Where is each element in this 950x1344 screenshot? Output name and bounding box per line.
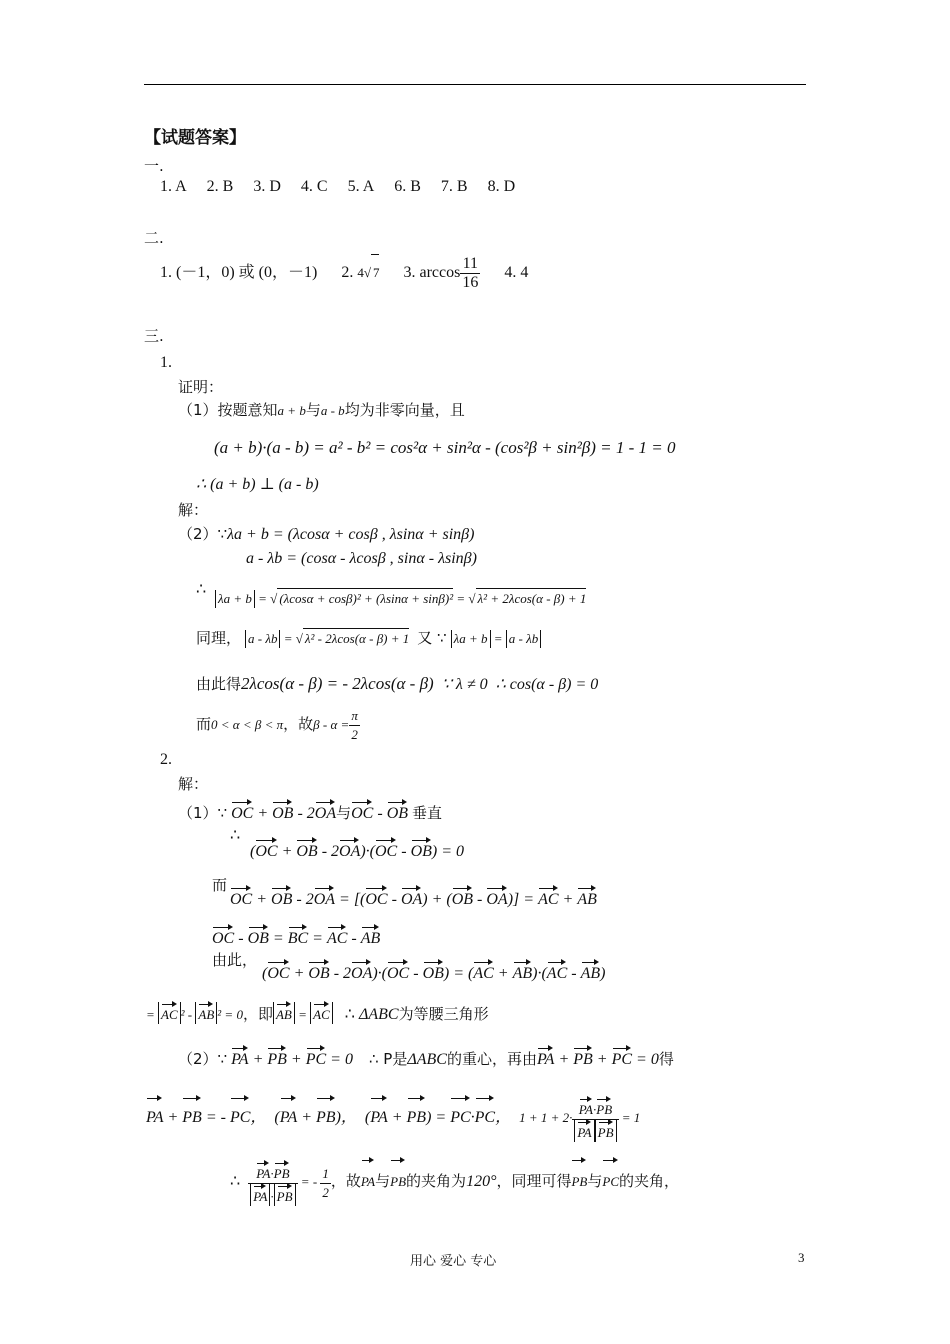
q2-part2-line3: ∴ $\frac{PA\cdot PB}{PA \cdot PB}$ = - $\frac{1}{2}$ ，故PA与PB的夹角为120°，同理可得PB与PC的夹角， [230,1158,679,1206]
fill-answer-2-prefix: 2. [341,264,354,281]
q2-solve-label: 解： [178,775,209,793]
answer-1: 1. A [160,178,187,195]
answer-7: 7. B [440,178,468,195]
fill-answer-3-fraction: $\frac{11}{16}$ [462,254,479,291]
answer-3: 3. D [253,178,281,195]
part1-answers [160,177,515,197]
section-title: 【试题答案】 [144,128,246,148]
answer-5: 5. A [347,178,375,195]
fill-answer-2-radicand: 7 [371,254,380,291]
q2-part2-line1: （2）∵ PA + PB + PC = 0 ∴ P是ΔABC的重心，再由PA + PB + PC = 0得 [178,1046,674,1070]
q2-therefore-1: ∴ [230,827,241,844]
q2-dot-eq: (OC + OB - 2OA)·(OC - OB) = 0 [250,838,464,862]
q1-derive: 由此得2λcos(α - β) = - 2λcos(α - β) ∵ λ ≠ 0 ∴ cos(α - β) = 0 [196,674,599,693]
q2-part1-line1: （1）∵ OC + OB - 2OA与OC - OB 垂直 [178,800,442,824]
q1-similarly: 同理， a - λb = √ λ² - 2λcos(α - β) + 1 又 ∵ λa + b = a - λb [196,628,541,649]
fill-answer-2-coef: 4 [357,265,364,280]
q1-part2-line1: （2）∵λa + b = (λcosα + cosβ , λsinα + sinβ) [178,525,475,543]
q1-therefore: ∴ [196,581,207,598]
q2-label: 2. [160,751,172,768]
q2-product-eq: (OC + OB - 2OA)·(OC - OB) = (AC + AB)·(AC - AB) [262,960,605,984]
q2-diff-eq: OC - OB = BC = AC - AB [212,925,380,949]
answer-2: 2. B [206,178,234,195]
q1-conclusion-1: ∴ (a + b) ⊥ (a - b) [196,476,319,493]
part3-label: 三. [144,327,164,345]
q1-final: 而0 < α < β < π，故β - α = $\frac{\pi}{2}$ [196,707,358,742]
q2-sum-eq: OC + OB - 2OA = [(OC - OA) + (OB - OA)] = AC + AB [230,886,597,910]
footer-motto: 用心 爱心 专心 [410,1254,497,1269]
q2-part2-line2: PA + PB = - PC， (PA + PB)， (PA + PB) = PC·PC， 1 + 1 + 2· $\frac{PA\cdot PB}{\text{PA PB}}$ = 1 [146,1096,640,1142]
q2-isosceles: = AC ² - AB ² = 0，即 AB = AC ∴ ΔABC为等腰三角形 [146,1002,489,1025]
q2-youci-label: 由此， [212,951,258,969]
part1-label: 一. [144,157,164,175]
answer-4: 4. C [300,178,328,195]
fill-answer-1: 1. (－1，0) 或 (0，－1) [160,264,318,281]
q1-label: 1. [160,354,172,371]
header-rule [144,84,806,85]
q1-proof-label: 证明： [178,378,224,396]
answer-8: 8. D [487,178,516,195]
page-number: 3 [798,1250,805,1265]
q1-equation-1: (a + b)·(a - b) = a² - b² = cos²α + sin²α - (cos²β + sin²β) = 1 - 1 = 0 [214,438,676,457]
q1-solve-label: 解： [178,501,209,519]
q2-therefore-2: ∴ [344,1006,355,1023]
q1-part1-intro: （1）按题意知a + b与a - b均为非零向量，且 [178,401,465,419]
q2-er-label: 而 [212,876,228,894]
fill-answer-3-prefix: 3. arccos [403,264,461,281]
q1-modulus-eq: λa + b = √ (λcosα + cosβ)² + (λsinα + sinβ)² = √ λ² + 2λcos(α - β) + 1 [215,588,586,609]
fill-answer-4: 4. 4 [504,264,529,281]
answer-6: 6. B [394,178,421,195]
part2-answers: 1. (－1，0) 或 (0，－1) 2. 4√ 7 3. arccos $\frac{11}{16}$ 4. 4 [160,254,529,291]
part2-label: 二. [144,229,164,247]
q1-part2-line2: a - λb = (cosα - λcosβ , sinα - λsinβ) [246,550,477,567]
